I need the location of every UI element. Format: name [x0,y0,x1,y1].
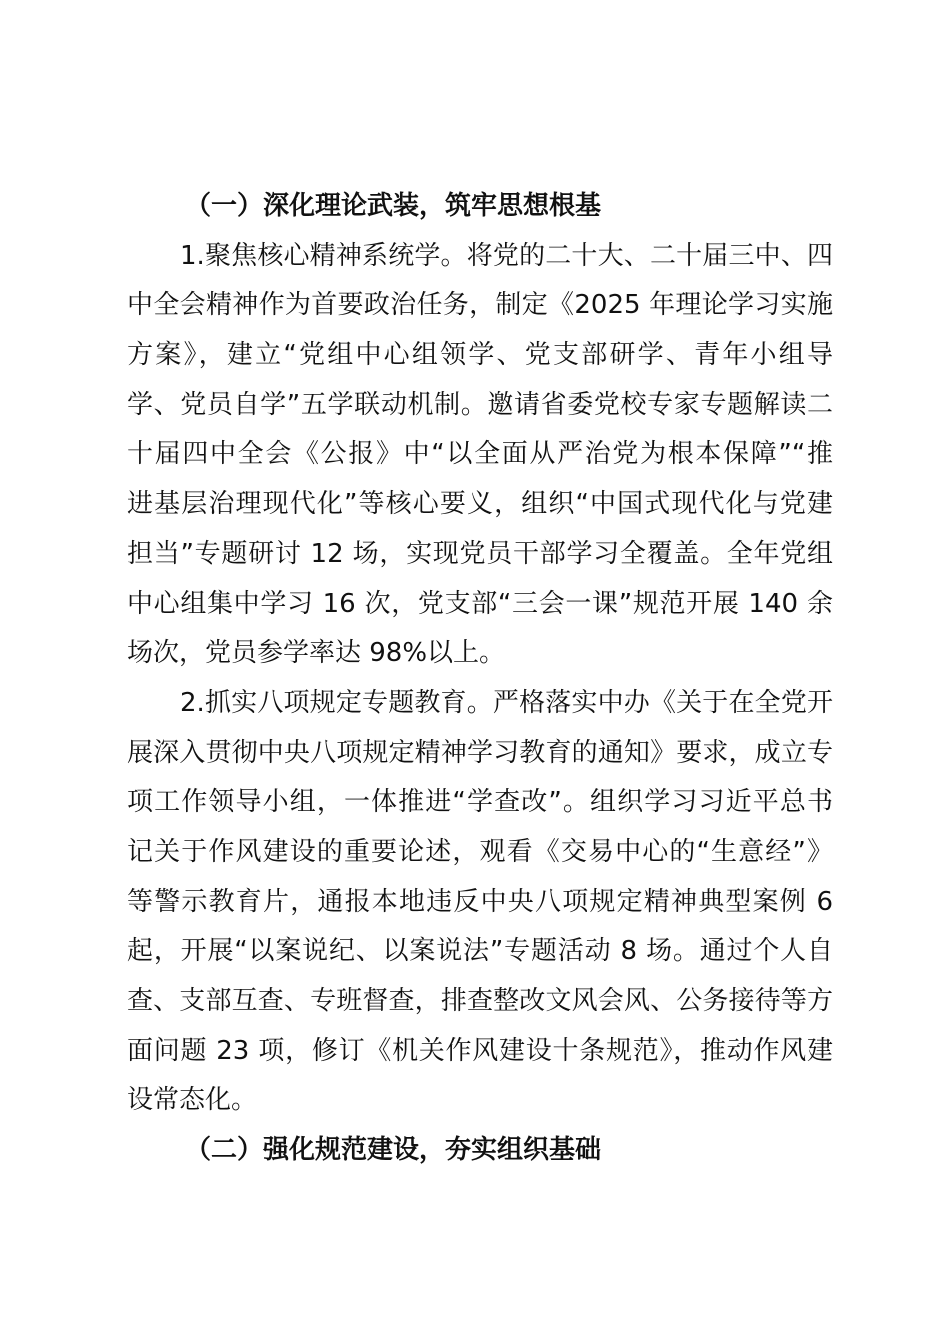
section-heading-1: （一）深化理论武装，筑牢思想根基 [185,191,602,221]
paragraph-line: 项工作领导小组，一体推进“学查改”。组织学习习近平总书 [127,787,833,818]
paragraph-line: 进基层治理现代化”等核心要义，组织“中国式现代化与党建 [127,489,833,520]
paragraph-2 [127,679,833,1126]
paragraph-line: 方案》，建立“党组中心组领学、党支部研学、青年小组导 [127,340,833,371]
paragraph-line: 十届四中全会《公报》中“以全面从严治党为根本保障”“推 [127,439,833,470]
paragraph-line: 起，开展“以案说纪、以案说法”专题活动 8 场。通过个人自 [127,936,833,967]
paragraph-line: 记关于作风建设的重要论述，观看《交易中心的“生意经”》 [127,836,833,867]
paragraph-line: 1.聚焦核心精神系统学。将党的二十大、二十届三中、四 [180,240,833,271]
paragraph-1 [127,232,833,679]
paragraph-line: 展深入贯彻中央八项规定精神学习教育的通知》要求，成立专 [127,737,833,768]
paragraph-line: 中全会精神作为首要政治任务，制定《2025 年理论学习实施 [127,290,833,321]
document-body [127,182,833,1176]
paragraph-line: 设常态化。 [127,1085,258,1116]
paragraph-line: 查、支部互查、专班督查，排查整改文风会风、公务接待等方 [127,986,833,1016]
paragraph-line: 担当”专题研讨 12 场，实现党员干部学习全覆盖。全年党组 [127,538,833,569]
paragraph-line: 面问题 23 项，修订《机关作风建设十条规范》，推动作风建 [127,1035,833,1066]
paragraph-line: 中心组集中学习 16 次，党支部“三会一课”规范开展 140 余 [127,588,833,619]
paragraph-line: 场次，党员参学率达 98%以上。 [127,638,506,669]
section-heading-2: （二）强化规范建设，夯实组织基础 [185,1135,602,1166]
paragraph-line: 学、党员自学”五学联动机制。邀请省委党校专家专题解读二 [127,389,833,420]
paragraph-line: 2.抓实八项规定专题教育。严格落实中办《关于在全党开 [180,687,833,718]
paragraph-line: 等警示教育片，通报本地违反中央八项规定精神典型案例 6 [127,886,833,917]
